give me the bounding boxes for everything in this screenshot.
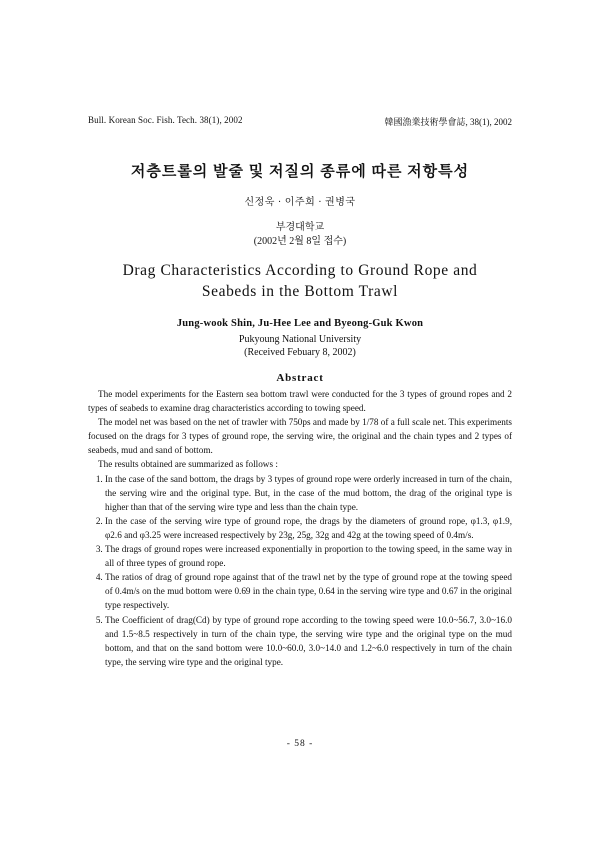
abstract-paragraph: The model experiments for the Eastern sea bottom trawl were conducted for the 3 types of ground ropes and 2 types of seabeds to examine drag characteristics according to towing speed. — [88, 389, 512, 414]
english-received-date: (Received Febuary 8, 2002) — [244, 347, 356, 358]
results-list-item: 2. In the case of the serving wire type of ground rope, the drags by the diameters of ground rope, φ1.3, φ1.9, φ2.6 and φ3.25 were increased respectively by 23g, 25g, 32g and 42g at the towing speed of 0.4m/s. — [105, 514, 512, 542]
page-number: - 58 - — [286, 739, 314, 749]
journal-header-english: Bull. Korean Soc. Fish. Tech. 38(1), 2002 — [88, 115, 243, 125]
english-title-line-2: Seabeds in the Bottom Trawl — [201, 283, 399, 300]
english-affiliation: Pukyoung National University — [238, 334, 362, 345]
abstract-body — [88, 387, 512, 669]
results-list-item: 3. The drags of ground ropes were increased exponentially in proportion to the towing speed, in the same way in all of three types of ground rope. — [105, 542, 512, 570]
results-list-item: 4. The ratios of drag of ground rope against that of the trawl net by the type of ground rope at the towing speed of 0.4m/s on the mud bottom were 0.69 in the chain type, 0.64 in the serving wire type and 0.67 in the original type respectively. — [105, 570, 512, 612]
english-authors: Jung-wook Shin, Ju-Hee Lee and Byeong-Guk Kwon — [176, 318, 424, 329]
english-title-line-1: Drag Characteristics According to Ground Rope and — [122, 262, 478, 279]
results-list-item: 1. In the case of the sand bottom, the drags by 3 types of ground rope were orderly increased in turn of the chain, the serving wire and the original type. But, in the case of the mud bottom, the drag of the original type is higher than that of the serving wire type and less than the chain type. — [105, 472, 512, 514]
abstract-paragraph: The model net was based on the net of trawler with 750ps and made by 1/78 of a full scale net. This experiments focused on the drags for 3 types of ground rope, the serving wire, the original and the chain types and 2 types of seabeds, mud and sand of bottom. — [88, 417, 512, 456]
journal-header-korean: 韓國漁業技術學會誌, 38(1), 2002 — [384, 117, 512, 127]
korean-affiliation: 부경대학교 — [275, 222, 325, 233]
abstract-paragraph: The results obtained are summarized as follows : — [98, 459, 278, 470]
results-list-item: 5. The Coefficient of drag(Cd) by type of ground rope according to the towing speed were 10.0~56.7, 3.0~16.0 and 1.5~8.5 respectively in turn of the chain type, the serving wire type and the original type on the mud bottom, and that on the sand bottom were 10.0~60.0, 3.0~14.0 and 1.2~6.0 respectively in turn of the chain type, the serving wire type and the original type. — [105, 613, 512, 669]
results-list — [88, 472, 512, 669]
korean-title: 저층트롤의 발줄 및 저질의 종류에 따른 저항특성 — [130, 164, 470, 180]
abstract-heading: Abstract — [276, 372, 324, 384]
korean-authors: 신정욱 · 이주희 · 권병국 — [244, 197, 356, 208]
korean-received-date: (2002년 2월 8일 접수) — [253, 236, 347, 247]
